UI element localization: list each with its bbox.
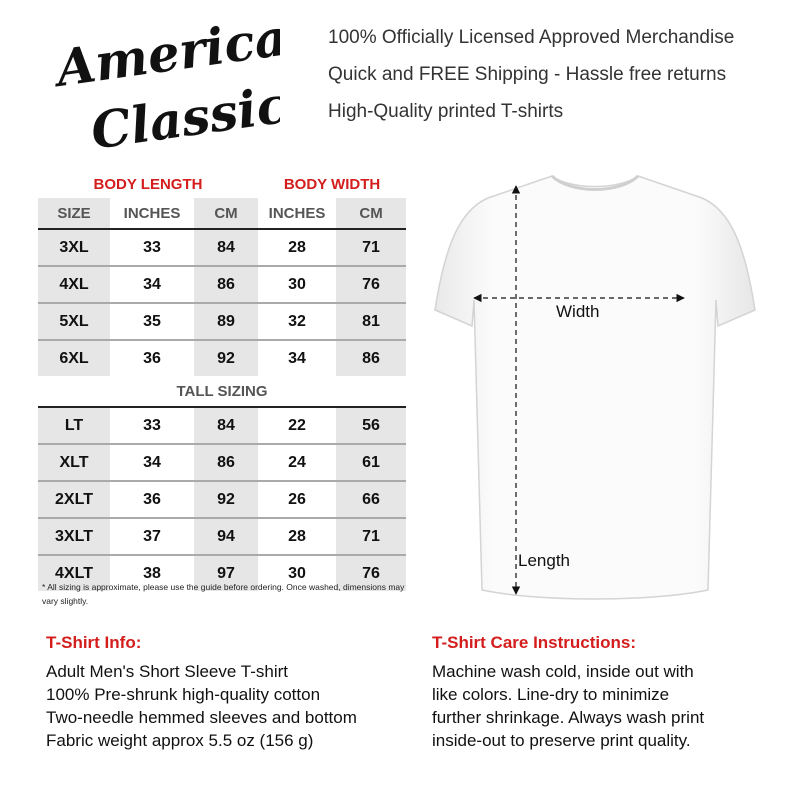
width-label: Width xyxy=(556,302,600,321)
cell-size: 3XLT xyxy=(38,518,110,555)
cell-length-cm: 94 xyxy=(194,518,258,555)
col-width-inches: INCHES xyxy=(258,198,336,229)
length-label: Length xyxy=(518,551,570,570)
cell-length-cm: 89 xyxy=(194,303,258,340)
cell-width-cm: 71 xyxy=(336,518,406,555)
care-instructions-line: like colors. Line-dry to minimize xyxy=(432,685,670,704)
cell-width-cm: 71 xyxy=(336,229,406,266)
table-row xyxy=(38,340,406,376)
tshirt-graphic xyxy=(410,150,780,610)
cell-length-cm: 84 xyxy=(194,229,258,266)
cell-size: XLT xyxy=(38,444,110,481)
cell-size: 2XLT xyxy=(38,481,110,518)
col-length-cm: CM xyxy=(194,198,258,229)
tall-sizing-header-row xyxy=(38,376,406,407)
cell-length-in: 37 xyxy=(110,518,194,555)
cell-width-cm: 61 xyxy=(336,444,406,481)
sizing-footnote: * All sizing is approximate, please use the guide before ordering. Once washed, dimensions may vary slightly. xyxy=(42,582,405,606)
column-header-row xyxy=(38,198,406,229)
tshirt-info-line: Adult Men's Short Sleeve T-shirt xyxy=(46,662,288,681)
table-row xyxy=(38,266,406,303)
care-instructions-section xyxy=(432,632,772,752)
tshirt-info-line: Fabric weight approx 5.5 oz (156 g) xyxy=(46,731,314,750)
table-row xyxy=(38,303,406,340)
cell-width-in: 30 xyxy=(258,266,336,303)
cell-width-in: 26 xyxy=(258,481,336,518)
tshirt-icon xyxy=(435,176,755,599)
cell-length-cm: 84 xyxy=(194,407,258,444)
tagline-licensed: 100% Officially Licensed Approved Merchandise xyxy=(328,27,735,48)
cell-width-cm: 76 xyxy=(336,266,406,303)
table-row xyxy=(38,444,406,481)
tshirt-info-section xyxy=(46,632,416,752)
size-chart-table xyxy=(38,170,406,591)
cell-length-cm: 86 xyxy=(194,444,258,481)
group-header-row xyxy=(38,170,406,198)
care-instructions-line: inside-out to preserve print quality. xyxy=(432,731,691,750)
cell-width-cm: 56 xyxy=(336,407,406,444)
cell-length-in: 35 xyxy=(110,303,194,340)
logo-line-1: American xyxy=(52,10,280,99)
col-size: SIZE xyxy=(38,198,110,229)
cell-length-cm: 97 xyxy=(194,555,258,591)
cell-length-cm: 92 xyxy=(194,481,258,518)
cell-width-cm: 66 xyxy=(336,481,406,518)
col-width-cm: CM xyxy=(336,198,406,229)
tagline-shipping: Quick and FREE Shipping - Hassle free returns xyxy=(328,64,727,85)
tshirt-info-line: Two-needle hemmed sleeves and bottom xyxy=(46,708,357,727)
brand-logo-graphic xyxy=(40,10,280,160)
cell-size: 3XL xyxy=(38,229,110,266)
cell-length-in: 34 xyxy=(110,444,194,481)
tshirt-diagram xyxy=(410,150,780,610)
care-instructions-line: Machine wash cold, inside out with xyxy=(432,662,694,681)
cell-width-cm: 76 xyxy=(336,555,406,591)
cell-width-cm: 86 xyxy=(336,340,406,376)
cell-width-in: 28 xyxy=(258,229,336,266)
cell-length-in: 38 xyxy=(143,564,161,582)
cell-width-in: 24 xyxy=(258,444,336,481)
cell-length-cm: 92 xyxy=(194,340,258,376)
cell-width-in: 34 xyxy=(288,349,306,367)
cell-width-in: 22 xyxy=(258,407,336,444)
tshirt-info-line: 100% Pre-shrunk high-quality cotton xyxy=(46,685,321,704)
table-row xyxy=(38,518,406,555)
col-length-inches: INCHES xyxy=(110,198,194,229)
cell-length-in: 33 xyxy=(110,407,194,444)
cell-size: 4XLT xyxy=(38,555,110,591)
cell-length-in: 34 xyxy=(110,266,194,303)
cell-size: 4XL xyxy=(38,266,110,303)
table-row xyxy=(38,407,406,444)
tshirt-info-title: T-Shirt Info: xyxy=(46,633,142,652)
logo-line-2: Classics xyxy=(87,70,280,160)
cell-width-in: 32 xyxy=(258,303,336,340)
care-instructions-title: T-Shirt Care Instructions: xyxy=(432,633,637,652)
cell-width-in: 30 xyxy=(288,564,306,582)
tagline-quality: High-Quality printed T-shirts xyxy=(328,101,564,122)
cell-size: 6XL xyxy=(38,340,110,376)
cell-length-cm: 86 xyxy=(194,266,258,303)
taglines xyxy=(328,24,734,135)
tall-sizing-header: TALL SIZING xyxy=(38,376,406,407)
body-width-header: BODY WIDTH xyxy=(283,175,381,193)
body-length-header: BODY LENGTH xyxy=(93,175,203,193)
cell-width-in: 28 xyxy=(258,518,336,555)
table-row xyxy=(38,481,406,518)
cell-size: LT xyxy=(38,407,110,444)
cell-length-in: 33 xyxy=(110,229,194,266)
brand-logo xyxy=(40,10,280,160)
cell-length-in: 36 xyxy=(143,349,161,367)
cell-size: 5XL xyxy=(38,303,110,340)
care-instructions-line: further shrinkage. Always wash print xyxy=(432,708,705,727)
table-row xyxy=(38,229,406,266)
cell-width-cm: 81 xyxy=(336,303,406,340)
cell-length-in: 36 xyxy=(110,481,194,518)
